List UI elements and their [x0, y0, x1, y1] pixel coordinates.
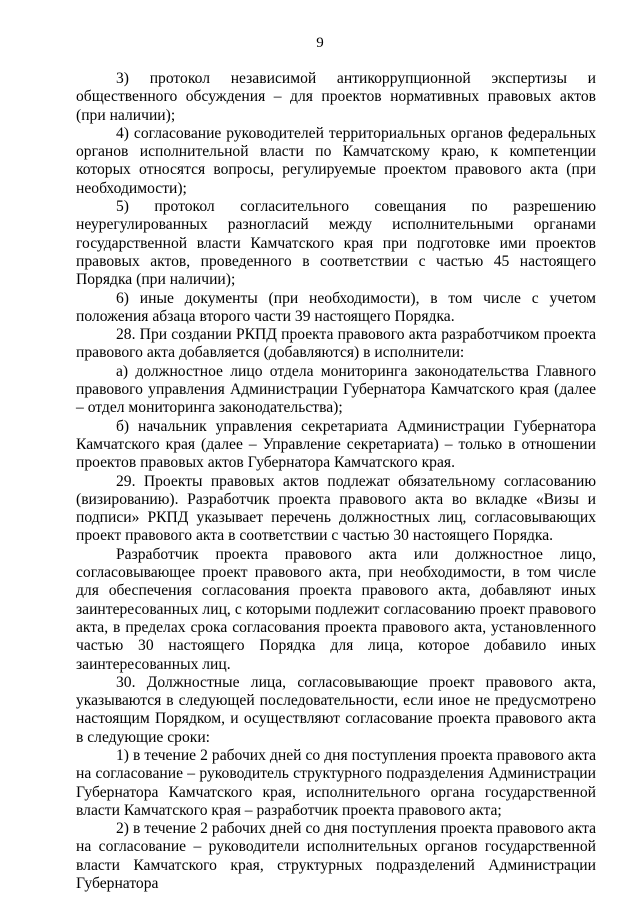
paragraph-item-6: 6) иные документы (при необходимости), в том числе с учетом положения абзаца второго части 39 настоящего Порядка. — [76, 289, 596, 325]
paragraph-30-item-1: 1) в течение 2 рабочих дней со дня поступления проекта правового акта на согласование – руководитель структурного подразделения Администрации Губернатора Камчатского края, исполнительного органа государственной власти Камчатского края – разработчик проекта правового акта; — [76, 746, 596, 819]
paragraph-section-30: 30. Должностные лица, согласовывающие проект правового акта, указываются в следующей последовательности, если иное не предусмотрено настоящим Порядком, и осуществляют согласование проекта правового акта в следующие сроки: — [76, 673, 596, 746]
paragraph-item-a: а) должностное лицо отдела мониторинга законодательства Главного правового управления Администрации Губернатора Камчатского края (далее – отдел мониторинга законодательства); — [76, 362, 596, 417]
paragraph-section-29-cont: Разработчик проекта правового акта или должностное лицо, согласовывающее проект правового акта, при необходимости, в том числе для обеспечения согласования проекта правового акта, добавляют иных заинтересованных лиц, с которыми подлежит согласованию проект правового акта, в пределах срока согласования проекта правового акта, установленного частью 30 настоящего Порядка для лица, которое добавило иных заинтересованных лиц. — [76, 545, 596, 673]
paragraph-section-29: 29. Проекты правовых актов подлежат обязательному согласованию (визированию). Разработчик проекта правового акта во вкладке «Визы и подписи» РКПД указывает перечень должностных лиц, согласовывающих проект правового акта в соответствии с частью 30 настоящего Порядка. — [76, 472, 596, 545]
page-number: 9 — [316, 35, 324, 51]
paragraph-item-5: 5) протокол согласительного совещания по разрешению неурегулированных разногласий между исполнительными органами государственной власти Камчатского края при подготовке ими проектов правовых актов, проведенного в соответствии с частью 45 настоящего Порядка (при наличии); — [76, 198, 596, 289]
document-body — [76, 70, 596, 893]
paragraph-item-3: 3) протокол независимой антикоррупционной экспертизы и общественного обсуждения – для проектов нормативных правовых актов (при наличии); — [76, 70, 596, 124]
paragraph-30-item-2: 2) в течение 2 рабочих дней со дня поступления проекта правового акта на согласование – руководители исполнительных органов государственной власти Камчатского края, структурных подразделений Администрации Губернатора — [76, 820, 596, 893]
paragraph-item-4: 4) согласование руководителей территориальных органов федеральных органов исполнительной власти по Камчатскому краю, к компетенции которых относятся вопросы, регулируемые проектом правового акта (при необходимости); — [76, 124, 596, 197]
paragraph-item-b: б) начальник управления секретариата Администрации Губернатора Камчатского края (далее – Управление секретариата) – только в отношении проектов правовых актов Губернатора Камчатского края. — [76, 417, 596, 472]
paragraph-section-28: 28. При создании РКПД проекта правового акта разработчиком проекта правового акта добавляется (добавляются) в исполнители: — [76, 326, 596, 362]
